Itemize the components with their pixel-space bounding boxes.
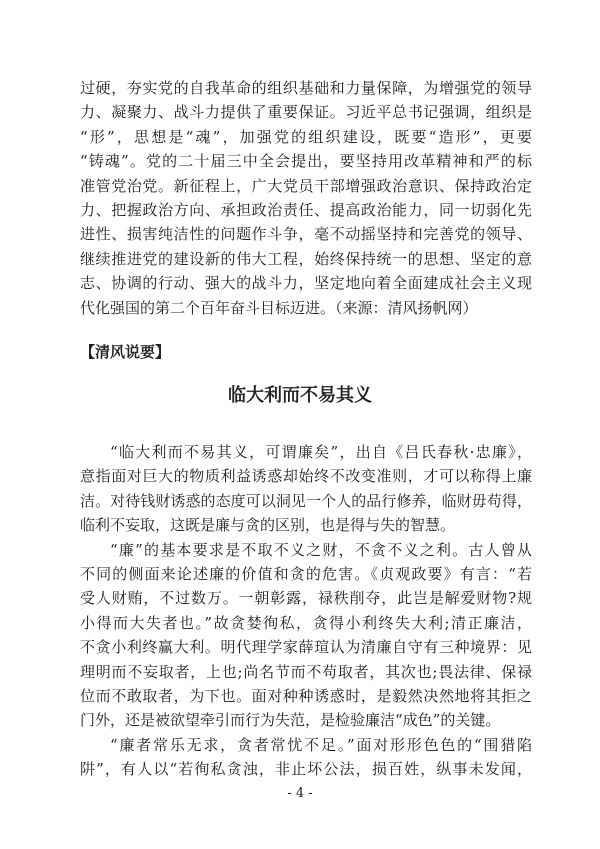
text-line: 理明而不妄取者，上也;尚名节而不苟取者，其次也;畏法律、保禄 [80,662,532,681]
article-body [80,440,532,781]
text-line: 进性、损害纯洁性的问题作斗争，毫不动摇坚持和完善党的领导、 [80,225,532,244]
text-line: 洁。对待钱财诱惑的态度可以洞见一个人的品行修养，临财毋苟得， [80,491,532,510]
text-line: 意指面对巨大的物质利益诱惑却始终不改变准则，才可以称得上廉 [80,467,532,486]
page-number: - 4 - [287,786,313,801]
text-line: 不同的侧面来论述廉的价值和贪的危害。《贞观政要》有言：“若 [80,564,532,583]
text-line: 过硬，夯实党的自我革命的组织基础和力量保障，为增强党的领导 [80,79,532,97]
text-line: “铸魂”。党的二十届三中全会提出，要坚持用改革精神和严的标 [80,152,532,171]
text-line: 位而不敢取者，为下也。面对种种诱惑时，是毅然决然地将其拒之 [80,686,532,705]
text-line: 阱”，有人以“若徇私贪浊，非止坏公法，损百姓，纵事未发闻， [80,760,532,779]
text-line: 准管党治党。新征程上，广大党员干部增强政治意识、保持政治定 [80,176,532,195]
text-line: 志、协调的行动、强大的战斗力，坚定地向着全面建成社会主义现 [80,274,532,293]
continued-paragraph [80,76,532,320]
section-header: 【清风说要】 [80,343,171,361]
text-line: “形”，思想是“魂”，加强党的组织建设，既要“造形”，更要 [80,127,532,146]
text-line: 门外，还是被欲望牵引而行为失范，是检验廉洁“成色”的关键。 [80,711,501,730]
text-line: 不贪小利终赢大利。明代理学家薛瑄认为清廉自守有三种境界：见 [80,638,532,657]
text-line: 临利不妄取，这既是廉与贪的区别，也是得与失的智慧。 [80,516,456,535]
text-line: “廉者常乐无求，贪者常忧不足。”面对形形色色的“围猎陷 [110,735,532,754]
text-line: 力、把握政治方向、承担政治责任、提高政治能力，同一切弱化先 [80,200,532,219]
text-line: 代化强国的第二个百年奋斗目标迈进。（来源：清风扬帆网） [80,298,478,317]
text-line: 继续推进党的建设新的伟大工程，始终保持统一的思想、坚定的意 [80,249,532,268]
text-line: 受人财贿，不过数万。一朝彰露，禄秩削夺，此岂是解爱财物?规 [80,589,532,608]
text-line: “廉”的基本要求是不取不义之财，不贪不义之利。古人曾从 [110,540,532,559]
text-line: 力、凝聚力、战斗力提供了重要保证。习近平总书记强调，组织是 [80,103,532,122]
article-title: 临大利而不易其义 [228,385,372,406]
text-line: “临大利而不易其义，可谓廉矣”，出自《吕氏春秋·忠廉》， [110,443,532,461]
text-line: 小得而大失者也。”故贪婪徇私，贪得小利终失大利;清正廉洁， [80,613,532,632]
